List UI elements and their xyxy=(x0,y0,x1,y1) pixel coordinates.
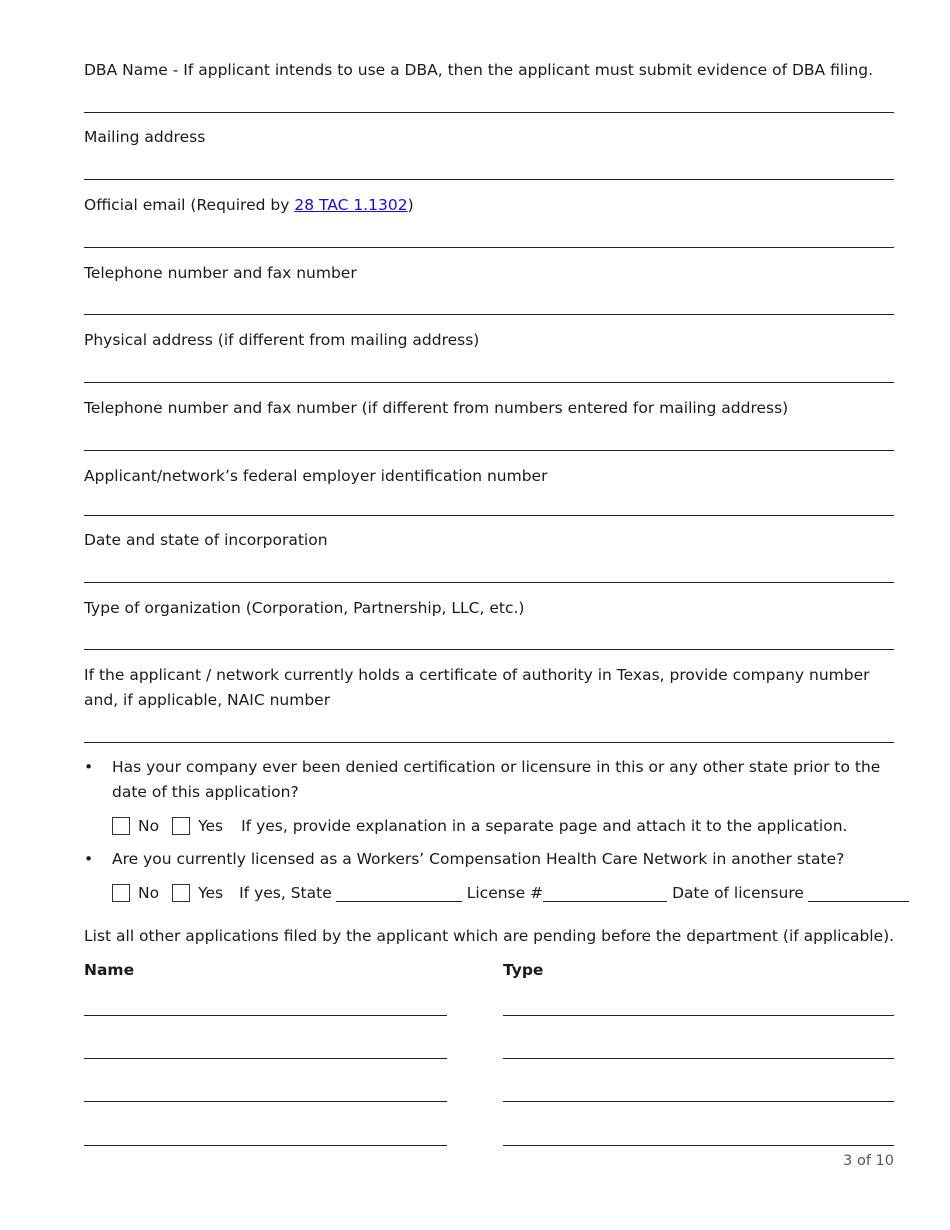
pending-type-header: Type xyxy=(503,961,544,979)
pending-type-line[interactable] xyxy=(503,1101,894,1102)
denied-yes-label: Yes xyxy=(198,817,224,835)
pending-intro-text: List all other applications filed by the applicant which are pending before the department (if applicable). xyxy=(84,927,895,945)
telephone-alt-line[interactable] xyxy=(84,450,894,451)
licensed-date-label: Date of licensure xyxy=(672,884,804,902)
dba-name-line[interactable] xyxy=(84,112,894,113)
licensed-state-input[interactable] xyxy=(336,885,462,902)
denied-no-label: No xyxy=(138,817,160,835)
organization-type-label: Type of organization (Corporation, Partnership, LLC, etc.) xyxy=(84,599,525,617)
mailing-address-line[interactable] xyxy=(84,179,894,180)
licensed-no-label: No xyxy=(138,884,160,902)
licensed-state-label: If yes, State xyxy=(239,884,332,902)
telephone-label: Telephone number and fax number xyxy=(84,264,357,282)
denied-yes-checkbox[interactable] xyxy=(172,817,190,835)
fein-line[interactable] xyxy=(84,515,894,516)
official-email-label xyxy=(84,193,414,218)
page-number: 3 of 10 xyxy=(843,1153,894,1169)
tac-rule-link[interactable]: 28 TAC 1.1302 xyxy=(294,196,408,214)
denied-note: If yes, provide explanation in a separate page and attach it to the application. xyxy=(241,817,848,835)
incorporation-label: Date and state of incorporation xyxy=(84,531,328,549)
pending-name-line[interactable] xyxy=(84,1015,447,1016)
pending-type-line[interactable] xyxy=(503,1058,894,1059)
telephone-line[interactable] xyxy=(84,314,894,315)
bullet-icon: • xyxy=(84,758,94,776)
pending-name-line[interactable] xyxy=(84,1101,447,1102)
licensed-license-input[interactable] xyxy=(543,885,667,902)
pending-name-line[interactable] xyxy=(84,1145,447,1146)
form-page xyxy=(84,0,894,1230)
organization-type-line[interactable] xyxy=(84,649,894,650)
denied-no-checkbox[interactable] xyxy=(112,817,130,835)
licensed-yes-label: Yes xyxy=(198,884,224,902)
licensed-date-input[interactable] xyxy=(808,885,909,902)
bullet-icon: • xyxy=(84,850,94,868)
licensed-no-checkbox[interactable] xyxy=(112,884,130,902)
mailing-address-label: Mailing address xyxy=(84,128,206,146)
physical-address-line[interactable] xyxy=(84,382,894,383)
pending-type-line[interactable] xyxy=(503,1015,894,1016)
official-email-line[interactable] xyxy=(84,247,894,248)
question-denied-choices xyxy=(112,815,847,837)
official-email-suffix: ) xyxy=(407,196,414,214)
telephone-alt-label: Telephone number and fax number (if different from numbers entered for mailing address) xyxy=(84,399,789,417)
licensed-yes-checkbox[interactable] xyxy=(172,884,190,902)
dba-name-label: DBA Name - If applicant intends to use a DBA, then the applicant must submit evidence of DBA filing. xyxy=(84,61,874,79)
pending-name-line[interactable] xyxy=(84,1058,447,1059)
question-denied-text: Has your company ever been denied certification or licensure in this or any other state prior to the date of this application? xyxy=(112,758,881,801)
incorporation-line[interactable] xyxy=(84,582,894,583)
physical-address-label: Physical address (if different from mailing address) xyxy=(84,331,480,349)
certificate-label: If the applicant / network currently holds a certificate of authority in Texas, provide company number and, if applicable, NAIC number xyxy=(84,666,870,709)
question-licensed-choices xyxy=(112,882,909,904)
official-email-prefix: Official email (Required by xyxy=(84,196,295,214)
pending-type-line[interactable] xyxy=(503,1145,894,1146)
fein-label: Applicant/network’s federal employer identification number xyxy=(84,467,548,485)
certificate-line[interactable] xyxy=(84,742,894,743)
licensed-license-label: License # xyxy=(466,884,544,902)
question-licensed-text: Are you currently licensed as a Workers’ Compensation Health Care Network in another state? xyxy=(112,850,845,868)
pending-name-header: Name xyxy=(84,961,135,979)
